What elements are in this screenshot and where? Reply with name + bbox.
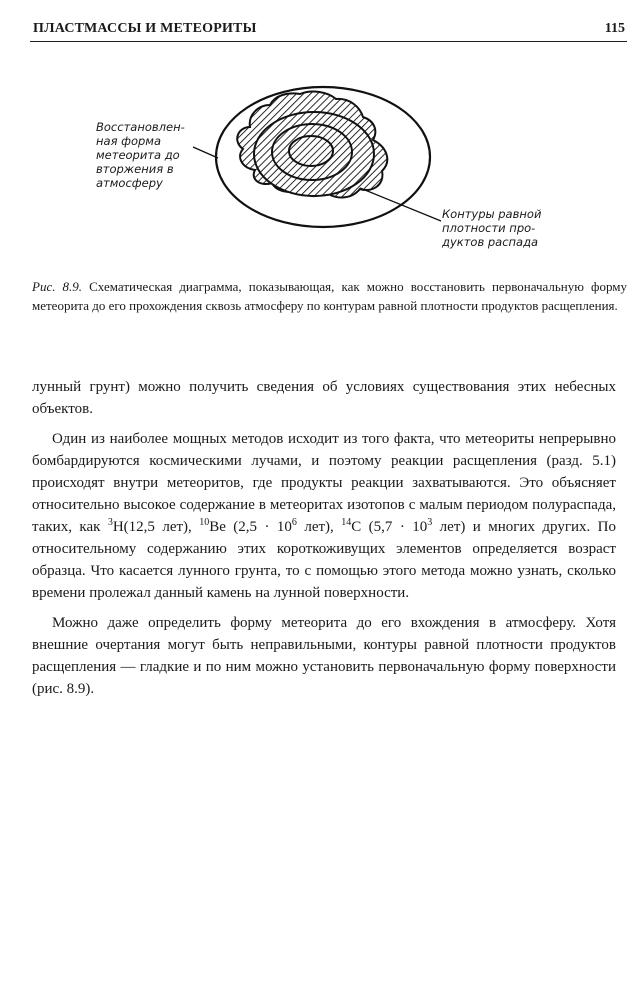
running-title: ПЛАСТМАССЫ И МЕТЕОРИТЫ [33, 21, 257, 36]
page-number: 115 [604, 21, 625, 36]
density-contour-inner [289, 136, 333, 166]
leader-line-right [360, 188, 441, 221]
figure-caption [32, 277, 627, 315]
paragraph-3: Можно даже определить форму метеорита до его вхождения в атмосферу. Хотя внешние очертания могут быть неправильными, контуры равной плотности продуктов расщепления — гладкие и по ним можно установить первоначальную форму поверхности (рис. 8.9). [32, 615, 616, 697]
paragraph-1: лунный грунт) можно получить сведения об условиях существования этих небесных объектов. [32, 379, 616, 417]
figure-8-9 [60, 75, 542, 260]
caption-label: Рис. 8.9. [32, 279, 83, 294]
paragraph-2: Один из наиболее мощных методов исходит из того факта, что метеориты непрерывно бомбардируются космическими лучами, и поэтому реакции расщепления (разд. 5.1) происходят внутри метеоритов, где продукты реакции захватываются. Это объясняет относительно высокое содержание в метеоритах изотопов с малым периодом полураспада, таких, как $^3$H(12,5 лет), $^{10}$Be ($2,5 \cdot 10^6$ лет), $^{14}$C ($5,7 \cdot 10^3$ лет) и многих других. По относительному содержанию этих короткоживущих элементов определяется возраст образца. Что касается лунного грунта, то с помощью этого метода можно узнать, сколько времени пролежал данный камень на лунной поверхности. [32, 431, 617, 601]
label-density-contours: Контуры равной плотности про- дуктов распада [442, 207, 542, 249]
caption-text: Схематическая диаграмма, показывающая, как можно восстановить первоначальную форму метеорита до его прохождения сквозь атмосферу по контурам равной плотности продуктов расщепления. [32, 279, 627, 313]
body-text [32, 376, 616, 700]
label-reconstructed-shape: Восстановлен- ная форма метеорита до вторжения в атмосферу [96, 120, 185, 190]
leader-line-left [193, 147, 218, 158]
page-header [30, 19, 627, 42]
